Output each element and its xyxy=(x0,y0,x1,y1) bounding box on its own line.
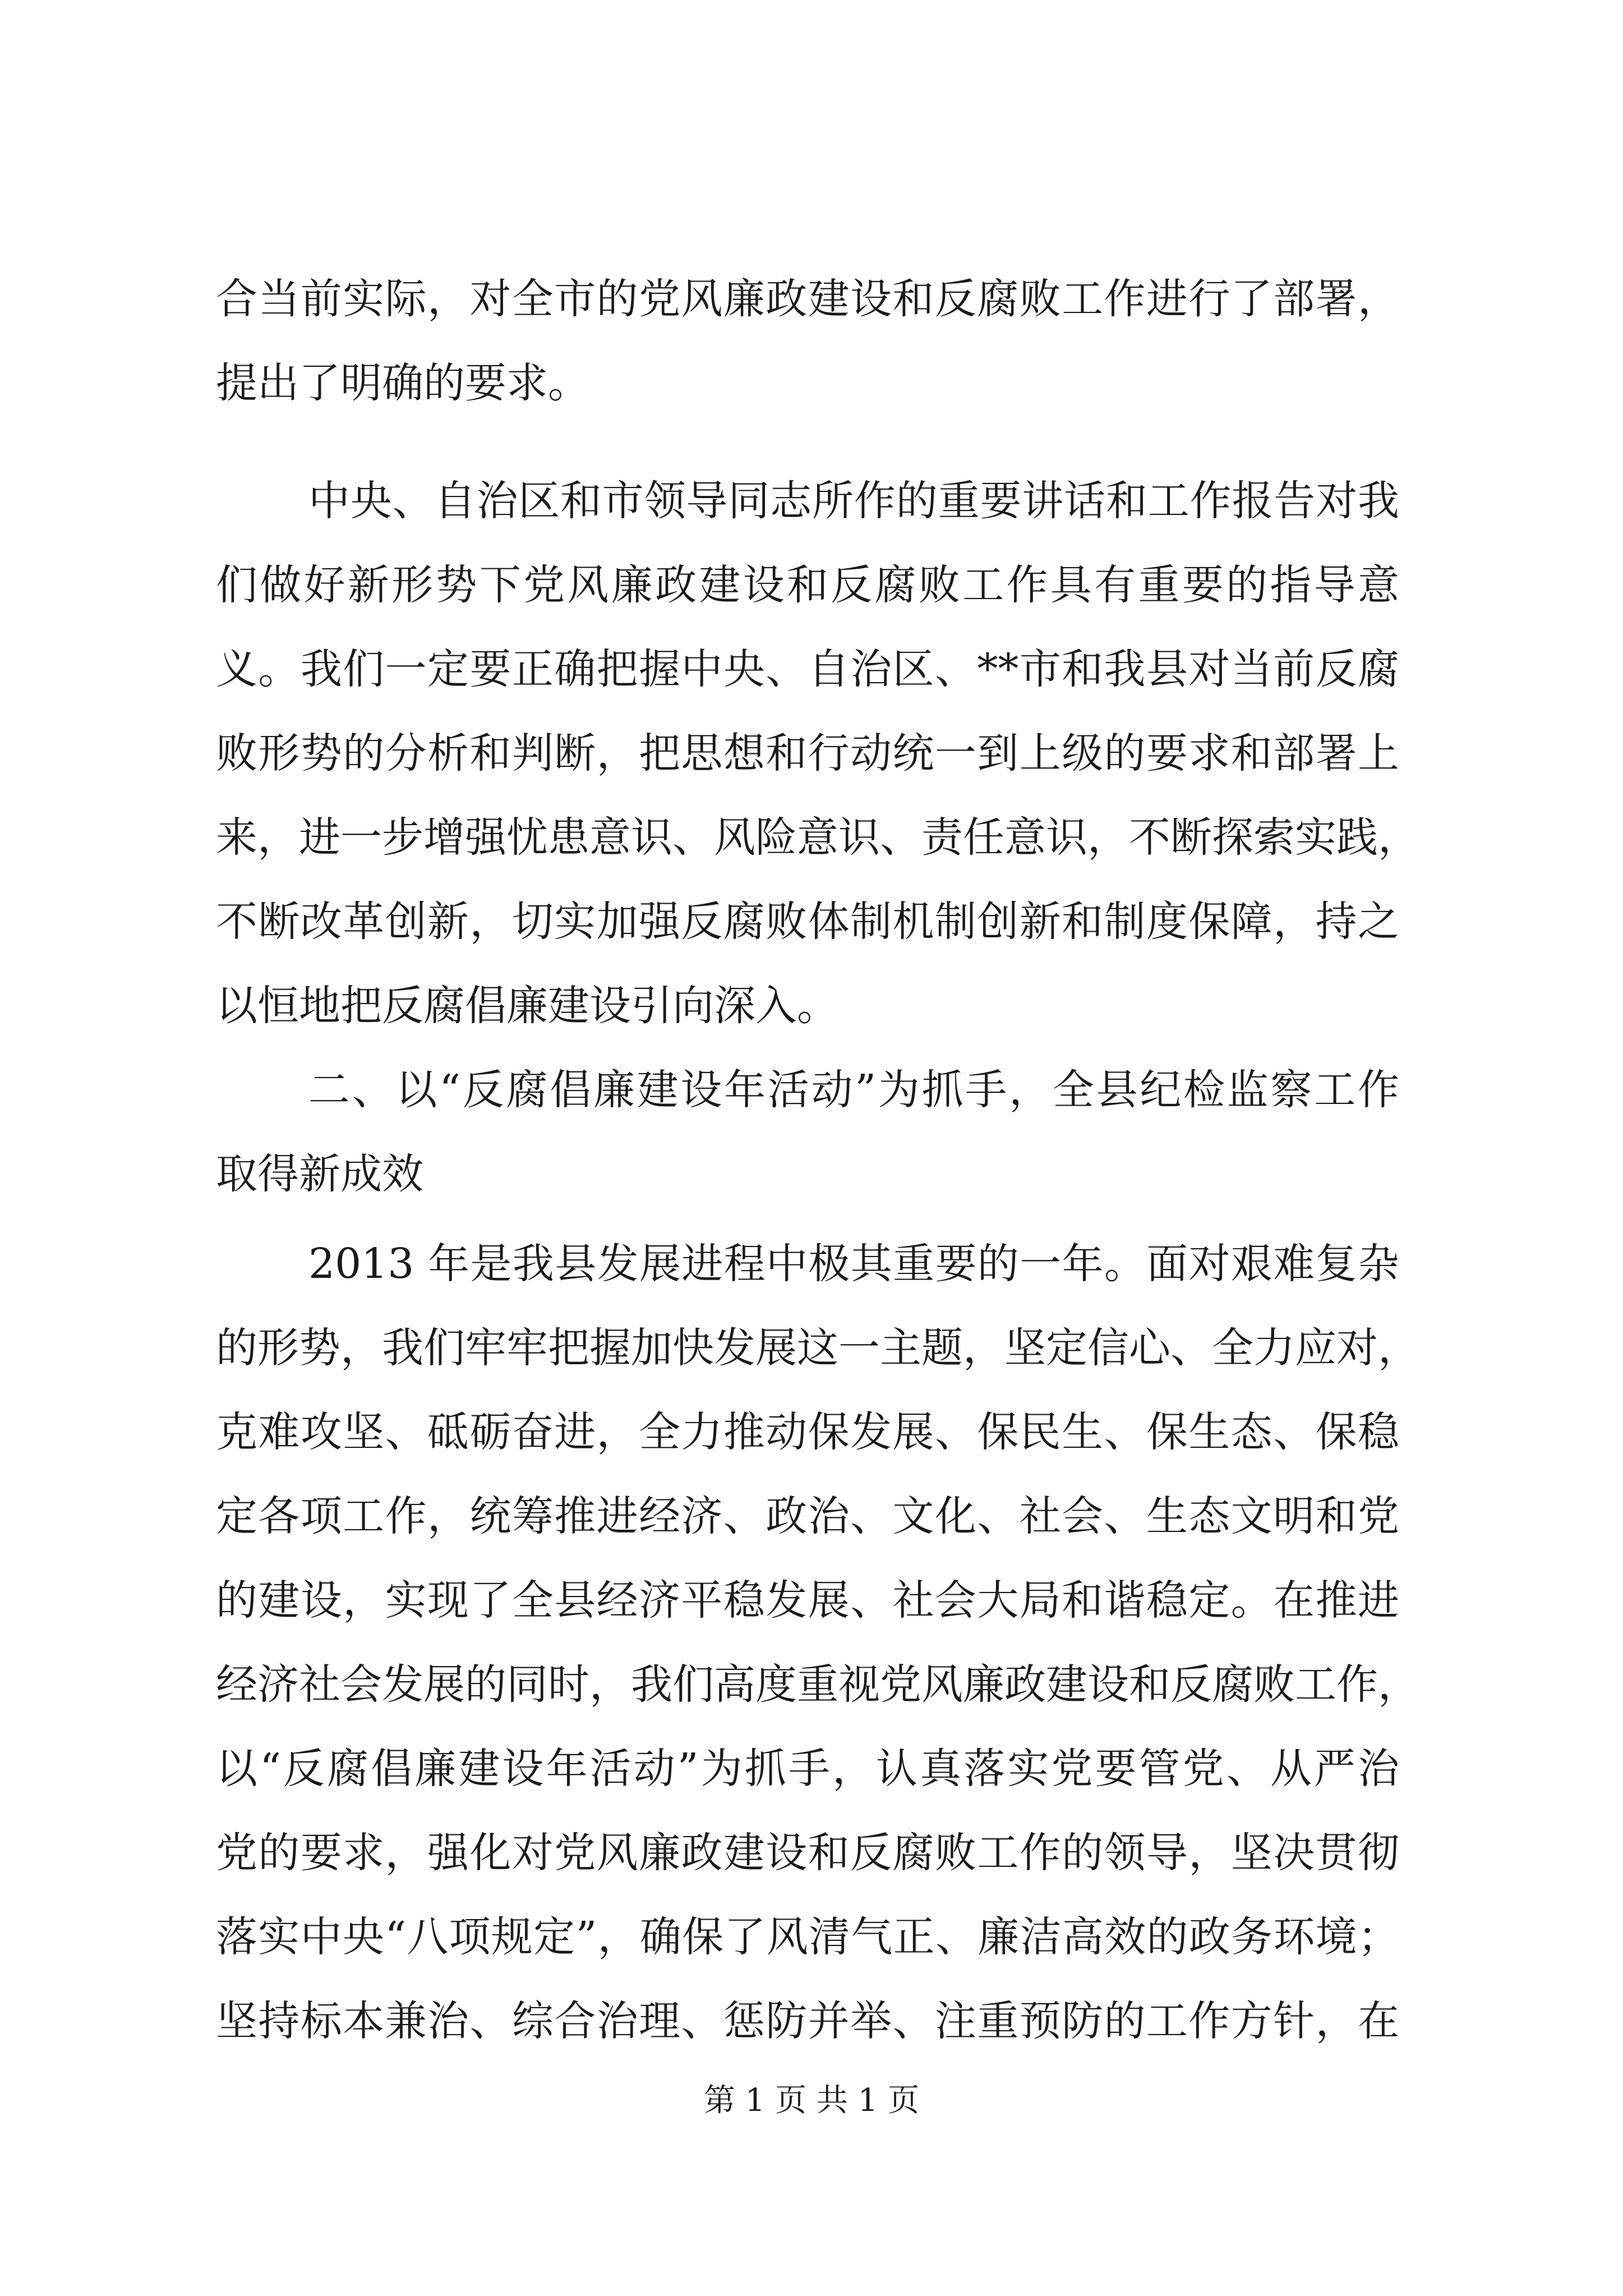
text-line-8: 不断改革创新，切实加强反腐败体制机制创新和制度保障，持之 xyxy=(216,898,1399,946)
text-line-6: 败形势的分析和判断，把思想和行动统一到上级的要求和部署上 xyxy=(216,729,1399,777)
section-heading-line-1: 二、以“反腐倡廉建设年活动”为抓手，全县纪检监察工作 xyxy=(308,1066,1399,1114)
text-line-2: 提出了明确的要求。 xyxy=(216,359,589,407)
text-line-18: 以“反腐倡廉建设年活动”为抓手，认真落实党要管党、从严治 xyxy=(216,1745,1399,1793)
page-number-footer: 第 1 页 共 1 页 xyxy=(703,2082,920,2119)
text-line-5: 义。我们一定要正确把握中央、自治区、**市和我县对当前反腐 xyxy=(216,645,1399,693)
text-line-4: 们做好新形势下党风廉政建设和反腐败工作具有重要的指导意 xyxy=(216,561,1399,609)
text-line-21: 坚持标本兼治、综合治理、惩防并举、注重预防的工作方针，在 xyxy=(216,1997,1399,2045)
text-line-20: 落实中央“八项规定”，确保了风清气正、廉洁高效的政务环境； xyxy=(216,1913,1399,1961)
text-line-7: 来，进一步增强忧患意识、风险意识、责任意识，不断探索实践， xyxy=(216,813,1419,862)
text-line-14: 克难攻坚、砥砺奋进，全力推动保发展、保民生、保生态、保稳 xyxy=(216,1408,1399,1456)
text-line-9: 以恒地把反腐倡廉建设引向深入。 xyxy=(216,982,838,1030)
text-line-16: 的建设，实现了全县经济平稳发展、社会大局和谐稳定。在推进 xyxy=(216,1576,1399,1625)
section-heading-line-2: 取得新成效 xyxy=(216,1150,423,1198)
text-line-17: 经济社会发展的同时，我们高度重视党风廉政建设和反腐败工作， xyxy=(216,1660,1419,1709)
text-line-3: 中央、自治区和市领导同志所作的重要讲话和工作报告对我 xyxy=(308,477,1399,525)
text-line-15: 定各项工作，统筹推进经济、政治、文化、社会、生态文明和党 xyxy=(216,1492,1399,1540)
text-line-12: 2013 年是我县发展进程中极其重要的一年。面对艰难复杂 xyxy=(308,1240,1399,1288)
text-line-19: 党的要求，强化对党风廉政建设和反腐败工作的领导，坚决贯彻 xyxy=(216,1829,1399,1877)
text-line-1: 合当前实际，对全市的党风廉政建设和反腐败工作进行了部署， xyxy=(216,275,1399,323)
text-line-13: 的形势，我们牢牢把握加快发展这一主题，坚定信心、全力应对， xyxy=(216,1324,1419,1372)
